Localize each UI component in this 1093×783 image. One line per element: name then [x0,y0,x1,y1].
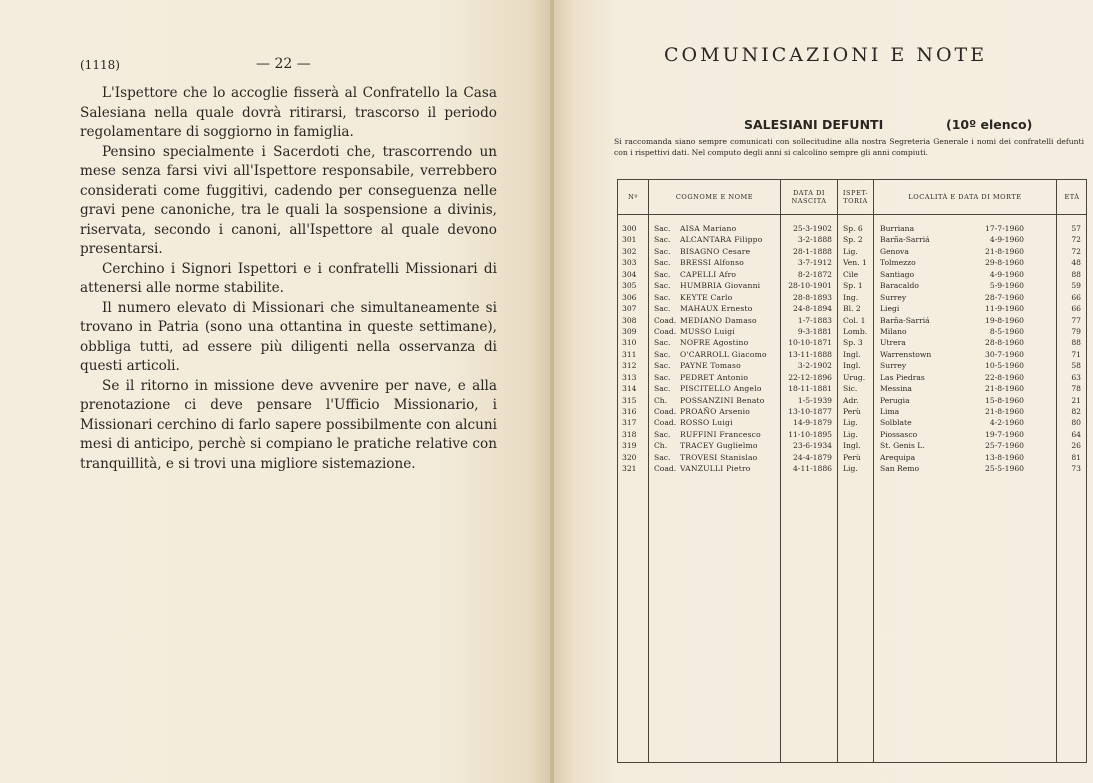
row-number: 318 [622,429,637,439]
row-death-date: 21-8-1960 [985,407,1024,416]
table-row [618,429,1086,440]
paragraph: Pensino specialmente i Sacerdoti che, trascorrendo un mese senza farsi vivi all'Ispettore responsabile, verrebbero considerati come fuggitivi, cadendo per conseguenza nelle gravi pene canoniche, tra le quali la sospensione a divinis, riservata, secondo i canoni, all'Ispettore al quale devono presentarsi. [80,143,497,257]
row-death-place: Arequipa [880,452,916,462]
row-number: 310 [622,338,637,348]
row-age: 26 [1071,441,1081,451]
row-death-date: 29-8-1960 [985,258,1024,268]
table-row [618,395,1086,406]
row-inspectorate: Col. 1 [843,315,866,325]
row-death-place: Genova [880,246,909,256]
row-death-date: 21-8-1960 [985,246,1024,256]
row-name: PROAÑO Arsenio [680,407,751,416]
table-row [618,315,1086,326]
row-name: O'CARROLL Giacomo [680,349,767,359]
row-inspectorate: Perù [843,407,861,416]
row-inspectorate: Ingl. [843,441,861,451]
row-number: 307 [622,304,637,314]
row-death-date: 21-8-1960 [985,384,1024,394]
row-death-date: 28-8-1960 [985,338,1024,348]
row-name: HUMBRIA Giovanni [680,281,761,291]
row-death-place: Surrey [880,292,907,302]
row-death-date: 4-9-1960 [989,235,1024,245]
row-number: 306 [622,292,637,302]
row-title: Coad. [654,326,677,336]
row-death-place: Barña-Sarriá [880,235,930,245]
row-number: 315 [622,395,637,405]
list-note: Si raccomanda siano sempre comunicati con sollecitudine alla nostra Segreteria Generale i nomi dei confratelli defunti con i rispettivi dati. Nel computo degli anni si calcolino sempre gli anni compiuti. [614,137,1084,157]
header-place-death: LOCALITÀ E DATA DI MORTE [908,193,1022,201]
table-row [618,269,1086,280]
row-age: 73 [1071,464,1081,474]
row-number: 302 [622,246,637,256]
table-row [618,360,1086,371]
row-age: 80 [1071,418,1081,428]
row-inspectorate: Ing. [843,292,859,302]
row-birth-date: 23-6-1934 [793,441,832,451]
row-number: 304 [622,269,637,279]
row-death-place: Burriana [880,224,915,233]
table-row [618,372,1086,383]
row-birth-date: 3-2-1888 [797,235,832,245]
row-title: Coad. [654,407,677,416]
row-death-date: 11-9-1960 [985,304,1024,314]
row-title: Sac. [654,452,671,462]
table-row [618,326,1086,337]
row-number: 317 [622,418,637,428]
table-row [618,234,1086,245]
row-number: 303 [622,258,637,268]
row-title: Sac. [654,235,671,245]
row-number: 300 [622,224,637,233]
left-page-body [80,84,497,474]
row-name: MAHAUX Ernesto [680,304,753,314]
row-age: 82 [1071,407,1081,416]
list-edition: (10º elenco) [946,117,1033,132]
header-age: ETÀ [1064,193,1080,201]
row-title: Sac. [654,361,671,371]
row-inspectorate: Lomb. [843,326,868,336]
row-death-place: Milano [880,326,907,336]
row-birth-date: 24-8-1894 [793,304,832,314]
row-age: 48 [1071,258,1081,268]
table-row [618,349,1086,360]
row-death-date: 8-5-1960 [989,326,1024,336]
row-birth-date: 18-11-1881 [788,384,832,394]
row-death-date: 22-8-1960 [985,372,1024,382]
row-inspectorate: Sic. [843,384,858,394]
row-death-date: 30-7-1960 [985,349,1024,359]
row-name: PAYNE Tomaso [680,361,741,371]
header-name: COGNOME E NOME [675,193,754,201]
row-name: AISA Mariano [680,224,737,233]
row-death-date: 4-9-1960 [989,269,1024,279]
row-birth-date: 28-10-1901 [788,281,832,291]
row-age: 71 [1071,349,1081,359]
row-death-date: 10-5-1960 [985,361,1024,371]
row-name: BISAGNO Cesare [680,246,751,256]
table-row [618,406,1086,417]
row-inspectorate: Lig. [843,246,858,256]
row-name: ROSSO Luigi [680,418,733,428]
row-name: KEYTE Carlo [680,292,733,302]
paragraph: L'Ispettore che lo accoglie fisserà al Confratello la Casa Salesiana nella quale dovrà ritirarsi, trascorso il periodo regolamentare di soggiorno in famiglia. [80,85,497,140]
row-number: 319 [622,441,637,451]
row-death-place: Piossasco [880,429,918,439]
row-birth-date: 3-7-1912 [797,258,832,268]
row-name: VANZULLI Pietro [680,464,751,474]
row-birth-date: 13-11-1888 [788,349,832,359]
row-name: NOFRE Agostino [680,338,749,348]
table-body [618,223,1086,475]
row-death-place: Surrey [880,361,907,371]
row-title: Ch. [654,395,668,405]
table-row [618,463,1086,474]
row-number: 316 [622,407,637,416]
row-name: CAPELLI Afro [680,269,737,279]
page-number: — 22 — [256,56,311,72]
row-death-date: 19-7-1960 [985,429,1024,439]
row-birth-date: 11-10-1895 [788,429,832,439]
row-title: Sac. [654,349,671,359]
row-inspectorate: Sp. 6 [843,224,863,233]
row-death-date: 28-7-1960 [985,292,1024,302]
row-title: Sac. [654,224,671,233]
table-header [618,180,1086,215]
header-inspectorate: ISPET-TORIA [842,189,869,205]
row-name: RUFFINI Francesco [680,429,761,439]
row-age: 57 [1071,224,1081,233]
row-age: 63 [1071,372,1081,382]
row-name: BRESSI Alfonso [680,258,744,268]
row-name: PEDRET Antonio [680,372,749,382]
row-birth-date: 8-2-1872 [797,269,832,279]
table-row [618,257,1086,268]
row-title: Coad. [654,315,677,325]
row-number: 308 [622,315,637,325]
row-death-place: Utrera [880,338,906,348]
row-title: Ch. [654,441,668,451]
table-row [618,337,1086,348]
issue-number: (1118) [80,58,120,72]
row-inspectorate: Urug. [843,372,866,382]
table-row [618,246,1086,257]
row-number: 313 [622,372,637,382]
right-page [554,0,1093,783]
row-name: PISCITELLO Angelo [680,384,762,394]
table-row [618,417,1086,428]
table-row [618,223,1086,234]
row-title: Coad. [654,464,677,474]
table-row [618,280,1086,291]
row-title: Sac. [654,338,671,348]
row-inspectorate: Bl. 2 [843,304,861,314]
row-number: 311 [622,349,637,359]
row-death-place: Tolmezzo [880,258,916,268]
row-birth-date: 1-5-1939 [797,395,832,405]
row-name: TRACEY Guglielmo [680,441,758,451]
row-inspectorate: Lig. [843,464,858,474]
row-birth-date: 3-2-1902 [797,361,832,371]
row-number: 309 [622,326,637,336]
row-number: 312 [622,361,637,371]
row-birth-date: 9-3-1881 [797,326,832,336]
row-age: 78 [1071,384,1081,394]
row-name: ALCANTARA Filippo [680,235,763,245]
section-header: COMUNICAZIONI E NOTE [664,44,988,66]
row-birth-date: 28-1-1888 [793,246,832,256]
row-inspectorate: Ven. 1 [843,258,867,268]
row-inspectorate: Lig. [843,429,858,439]
row-number: 301 [622,235,637,245]
table-row [618,452,1086,463]
row-title: Sac. [654,292,671,302]
header-birth: DATA DI NASCITA [791,189,827,205]
row-inspectorate: Cile [843,269,859,279]
row-age: 21 [1071,395,1081,405]
row-title: Sac. [654,269,671,279]
row-number: 314 [622,384,637,394]
row-name: MUSSO Luigi [680,326,735,336]
table-row [618,440,1086,451]
row-death-date: 17-7-1960 [985,224,1024,233]
left-page-header [80,56,495,76]
row-death-place: San Remo [880,464,920,474]
row-title: Sac. [654,246,671,256]
row-death-place: Liegi [880,304,900,314]
row-inspectorate: Ingl. [843,361,861,371]
row-birth-date: 28-8-1893 [793,292,832,302]
row-death-date: 5-9-1960 [989,281,1024,291]
row-age: 79 [1071,326,1081,336]
row-inspectorate: Sp. 1 [843,281,863,291]
row-death-place: Barña-Sarriá [880,315,930,325]
row-name: POSSANZINI Benato [680,395,765,405]
row-age: 66 [1071,304,1081,314]
row-number: 305 [622,281,637,291]
row-age: 88 [1071,269,1081,279]
row-title: Sac. [654,429,671,439]
row-inspectorate: Perù [843,452,861,462]
row-title: Sac. [654,384,671,394]
table-row [618,303,1086,314]
row-inspectorate: Adr. [843,395,859,405]
row-age: 64 [1071,429,1081,439]
row-inspectorate: Ingl. [843,349,861,359]
row-age: 81 [1071,452,1081,462]
row-inspectorate: Sp. 2 [843,235,863,245]
row-birth-date: 24-4-1879 [793,452,832,462]
table-row [618,383,1086,394]
paragraph: Il numero elevato di Missionari che simultaneamente si trovano in Patria (sono una ottantina in queste settimane), obbliga tutti, ad essere più diligenti nella osservanza di questi articoli. [80,299,497,374]
row-age: 88 [1071,338,1081,348]
row-death-place: Lima [880,407,900,416]
row-age: 58 [1071,361,1081,371]
row-death-date: 13-8-1960 [985,452,1024,462]
row-death-place: St. Genis L. [880,441,925,451]
row-death-place: Baracaldo [880,281,919,291]
row-title: Sac. [654,258,671,268]
row-inspectorate: Sp. 3 [843,338,863,348]
row-inspectorate: Lig. [843,418,858,428]
list-title-text: SALESIANI DEFUNTI [744,117,884,132]
table-row [618,292,1086,303]
row-number: 320 [622,452,637,462]
deceased-table [617,179,1087,763]
row-death-place: Warrenstown [880,349,932,359]
row-name: TROVESI Stanislao [680,452,758,462]
row-death-place: Solblate [880,418,912,428]
row-death-place: Santiago [880,269,915,279]
row-birth-date: 22-12-1896 [788,372,832,382]
row-title: Sac. [654,304,671,314]
row-title: Sac. [654,372,671,382]
row-birth-date: 14-9-1879 [793,418,832,428]
row-death-place: Messina [880,384,912,394]
row-title: Coad. [654,418,677,428]
row-death-date: 4-2-1960 [989,418,1024,428]
row-age: 66 [1071,292,1081,302]
row-death-place: Las Piedras [880,372,925,382]
row-death-date: 25-5-1960 [985,464,1024,474]
row-death-date: 19-8-1960 [985,315,1024,325]
row-birth-date: 13-10-1877 [788,407,832,416]
row-age: 72 [1071,235,1081,245]
row-birth-date: 4-11-1886 [793,464,832,474]
row-death-date: 15-8-1960 [985,395,1024,405]
row-death-date: 25-7-1960 [985,441,1024,451]
row-birth-date: 1-7-1883 [797,315,832,325]
row-birth-date: 25-3-1902 [793,224,832,233]
row-age: 59 [1071,281,1081,291]
paragraph: Cerchino i Signori Ispettori e i confratelli Missionari di attenersi alle norme stabilite. [80,260,497,296]
row-name: MEDIANO Damaso [680,315,757,325]
row-birth-date: 10-10-1871 [788,338,832,348]
paragraph: Se il ritorno in missione deve avvenire per nave, e alla prenotazione ci deve pensare l'Ufficio Missionario, i Missionari cerchino di farlo sapere possibilmente con alcuni mesi di anticipo, perchè si compiano le pratiche relative con tranquillità, e si trovi una migliore sistemazione. [80,377,497,472]
row-number: 321 [622,464,637,474]
row-age: 77 [1071,315,1081,325]
header-num: Nº [628,193,638,201]
row-death-place: Perugia [880,395,910,405]
row-title: Sac. [654,281,671,291]
row-age: 72 [1071,246,1081,256]
